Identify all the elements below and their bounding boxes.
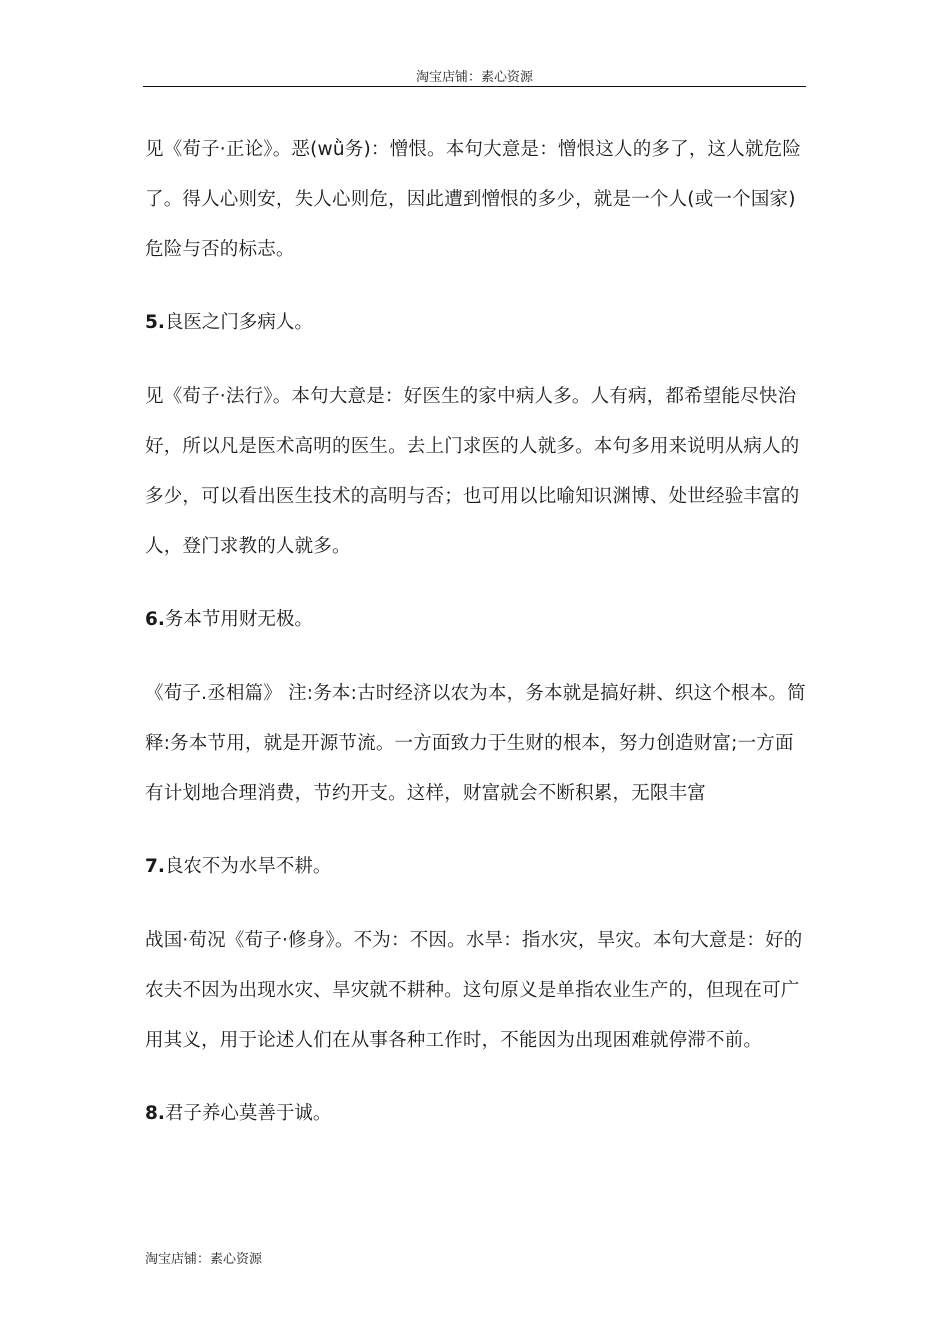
page-header: 淘宝店铺：素心资源 bbox=[415, 70, 533, 85]
heading-6 bbox=[145, 605, 807, 635]
paragraph-xunzi-zhenglun: 见《荀子·正论》。恶(wǜ务)：憎恨。本句大意是：憎恨这人的多了，这人就危险了。得人心则安，失人心则危，因此遭到憎恨的多少，就是一个人(或一个国家)危险与否的标志。 bbox=[145, 139, 802, 260]
heading-7-text: 良农不为水旱不耕。 bbox=[164, 856, 332, 877]
paragraph-xunzi-faxing: 见《荀子·法行》。本句大意是：好医生的家中病人多。人有病，都希望能尽快治好，所以凡是医术高明的医生。去上门求医的人就多。本句多用来说明从病人的多少，可以看出医生技术的高明与否；也可用以比喻知识渊博、处世经验丰富的人，登门求教的人就多。 bbox=[145, 386, 800, 557]
heading-5-number: 5. bbox=[145, 312, 165, 333]
paragraph-xunzi-chengxiang: 《荀子.丞相篇》 注:务本:古时经济以农为本，务本就是搞好耕、织这个根本。简释:务本节用，就是开源节流。一方面致力于生财的根本，努力创造财富;一方面有计划地合理消费，节约开支。这样，财富就会不断积累，无限丰富 bbox=[145, 683, 806, 804]
page-footer: 淘宝店铺：素心资源 bbox=[145, 1252, 263, 1267]
heading-5 bbox=[145, 308, 807, 338]
heading-7-number: 7. bbox=[145, 856, 165, 877]
header-rule bbox=[143, 86, 806, 87]
heading-8 bbox=[145, 1099, 807, 1129]
heading-7 bbox=[145, 852, 807, 882]
heading-5-text: 良医之门多病人。 bbox=[164, 312, 313, 333]
heading-8-text: 君子养心莫善于诚。 bbox=[164, 1103, 332, 1124]
heading-6-text: 务本节用财无极。 bbox=[164, 609, 313, 630]
heading-8-number: 8. bbox=[145, 1103, 165, 1124]
heading-6-number: 6. bbox=[145, 609, 165, 630]
paragraph-xunzi-xiushen: 战国·荀况《荀子·修身》。不为：不因。水旱：指水灾，旱灾。本句大意是：好的农夫不因为出现水灾、旱灾就不耕种。这句原义是单指农业生产的，但现在可广用其义，用于论述人们在从事各种工作时，不能因为出现困难就停滞不前。 bbox=[145, 930, 803, 1051]
